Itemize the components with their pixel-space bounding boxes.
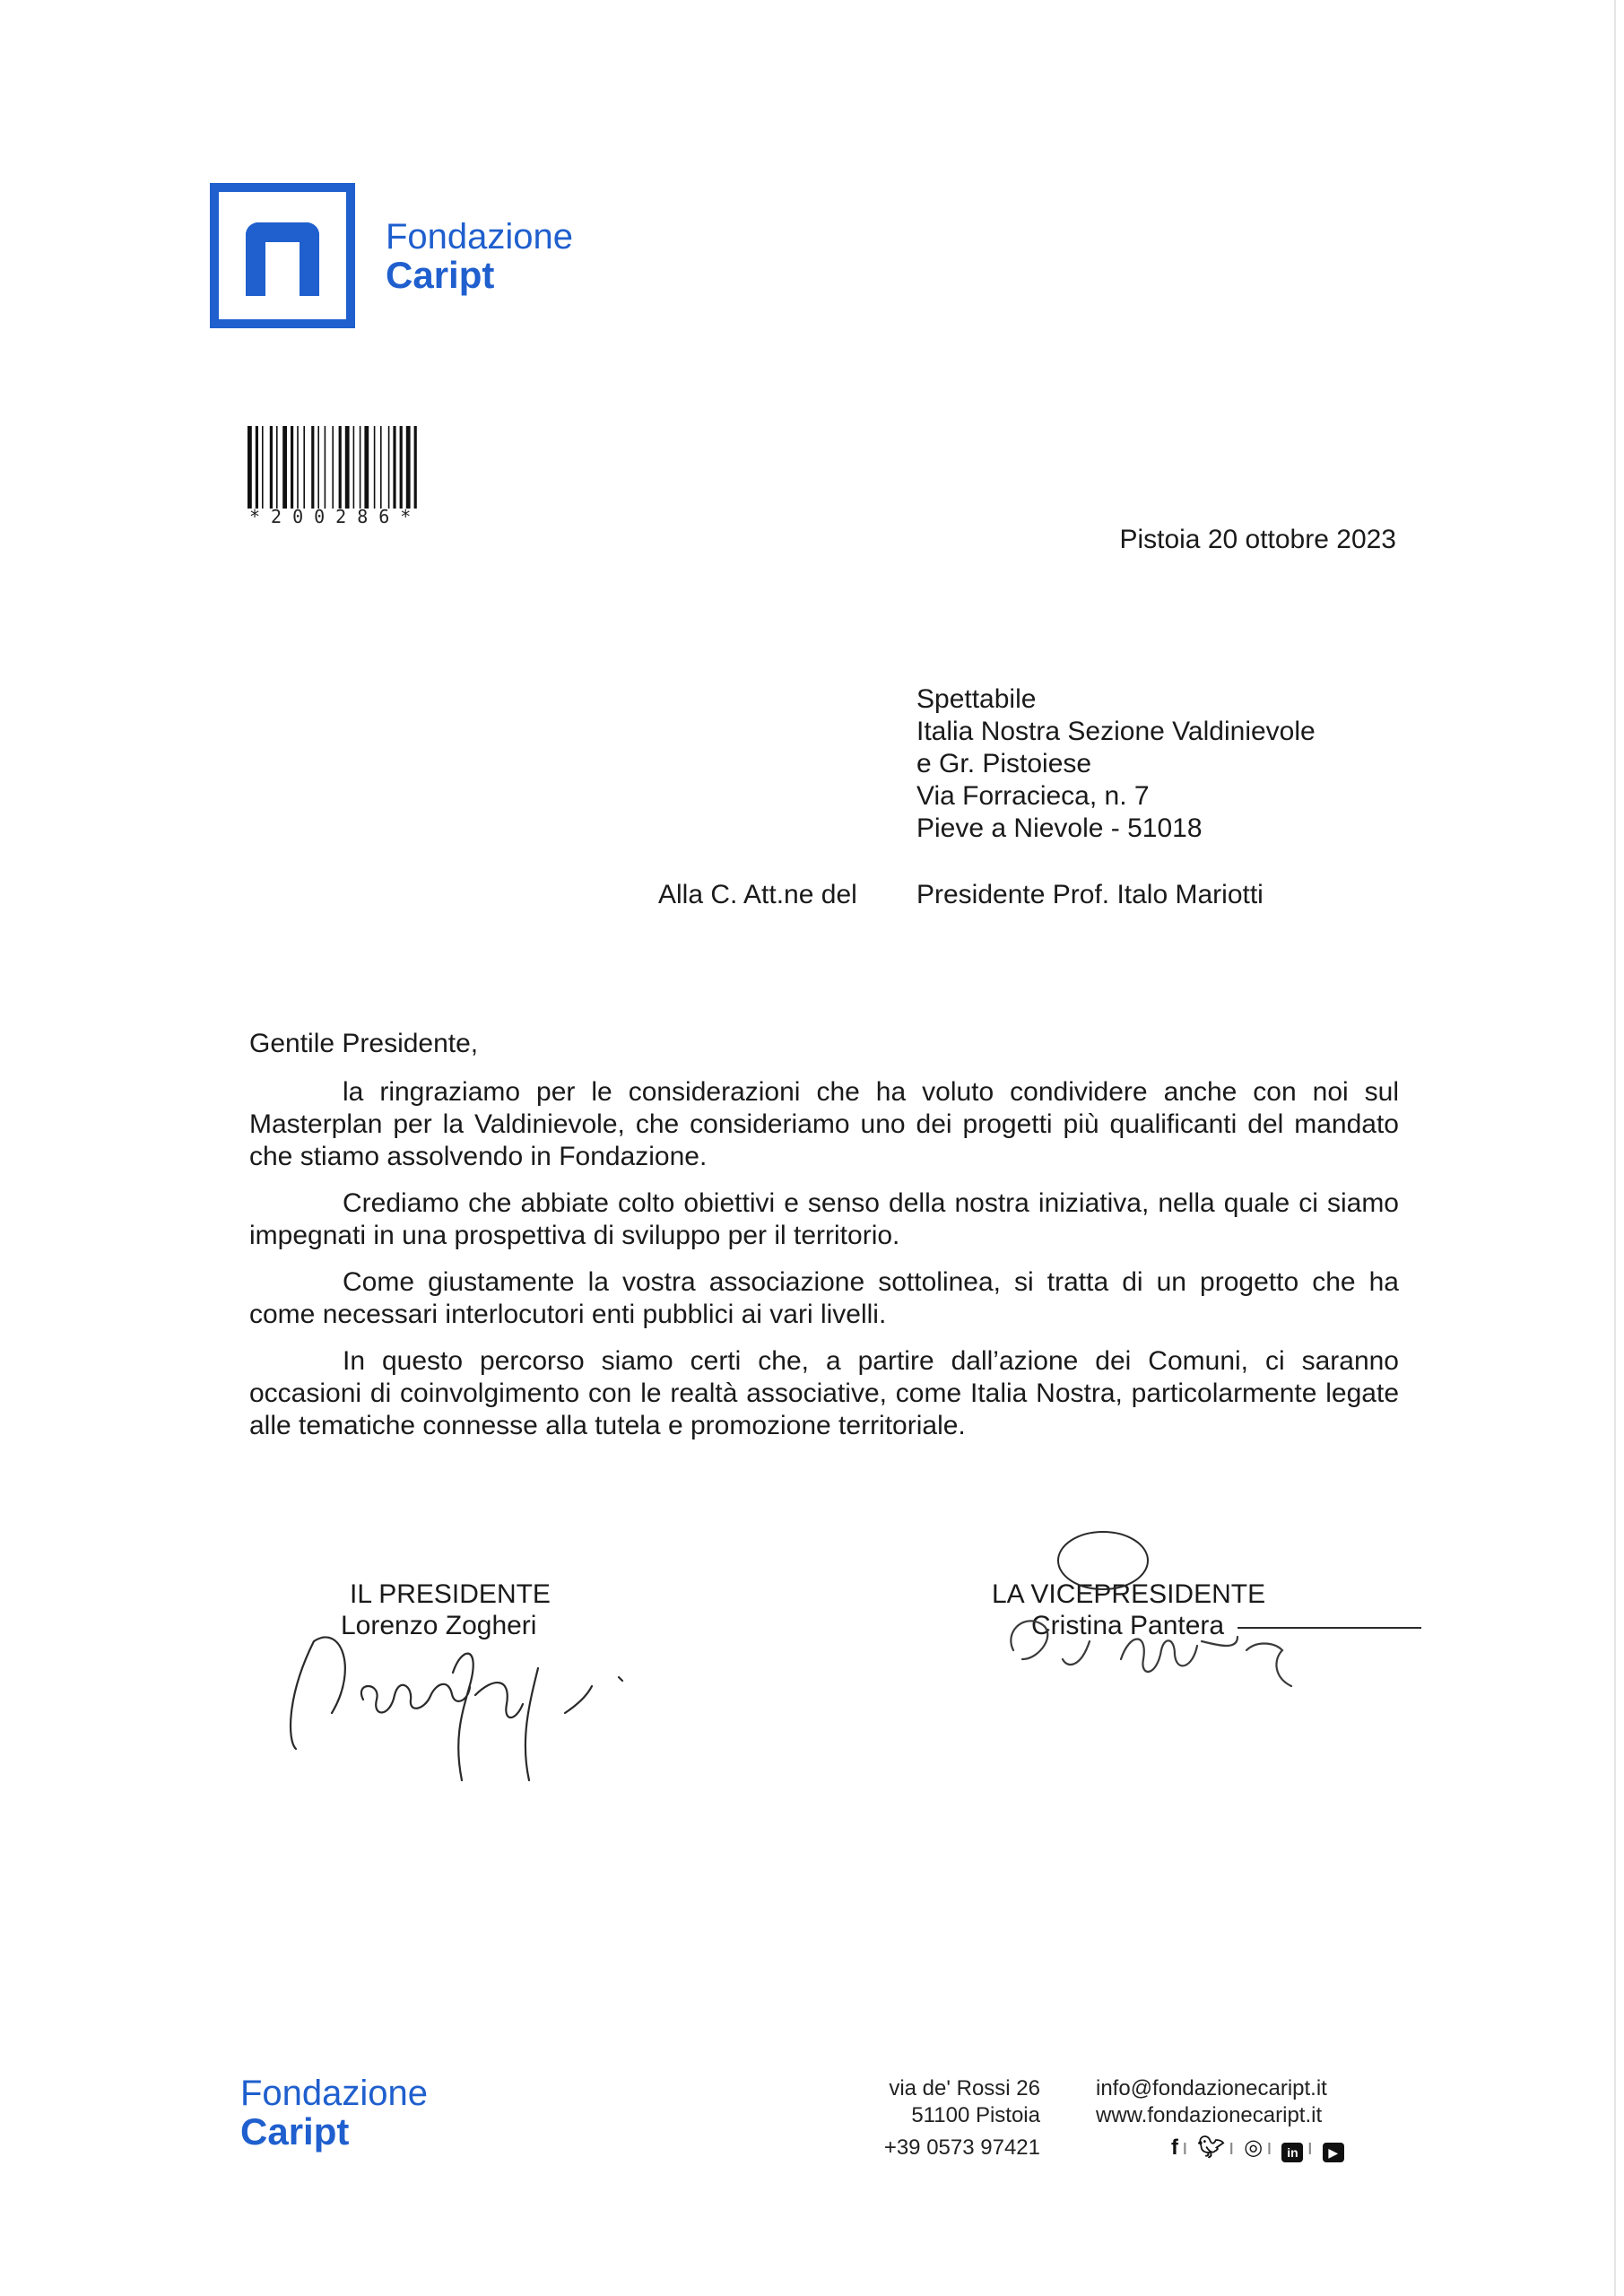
twitter-icon[interactable]: 🐦︎ xyxy=(1197,2135,1225,2160)
footer-contact xyxy=(1096,2075,1327,2129)
recipient-line: Pieve a Nievole - 51018 xyxy=(916,813,1203,843)
footer-brand-line2: Caript xyxy=(240,2110,350,2152)
salutation: Gentile Presidente, xyxy=(249,1029,479,1058)
footer-address xyxy=(834,2075,1040,2161)
brand-line2: Caript xyxy=(386,254,495,296)
footer-address-line: via de' Rossi 26 xyxy=(889,2076,1040,2100)
body-paragraph: Crediamo che abbiate colto obiettivi e senso della nostra iniziativa, nella quale ci siamo impegnati in una prospettiva di sviluppo per il territorio. xyxy=(249,1188,1399,1250)
linkedin-icon[interactable]: in xyxy=(1281,2143,1303,2162)
barcode-number: *200286* xyxy=(249,506,422,527)
signature-left-scribble xyxy=(278,1614,655,1785)
footer-email[interactable]: info@fondazionecaript.it xyxy=(1096,2076,1327,2100)
letter-date: Pistoia 20 ottobre 2023 xyxy=(1119,525,1396,554)
signature-right-name: Cristina Pantera xyxy=(1031,1611,1225,1640)
signature-left-title: IL PRESIDENTE xyxy=(350,1579,551,1609)
barcode xyxy=(248,426,450,509)
letter-body xyxy=(249,1076,1399,1457)
youtube-icon[interactable]: ▶ xyxy=(1323,2143,1344,2162)
signature-right-title: LA VICEPRESIDENTE xyxy=(992,1579,1266,1609)
social-icons: f ı 🐦︎ ı ◎ ı in ı ▶ xyxy=(1171,2135,1348,2162)
footer-brand xyxy=(240,2075,428,2151)
brand-name xyxy=(386,219,573,294)
recipient-address xyxy=(916,683,1316,845)
footer-brand-line1: Fondazione xyxy=(240,2074,429,2113)
logo-mark xyxy=(210,183,355,328)
facebook-icon[interactable]: f xyxy=(1171,2135,1178,2160)
body-paragraph: Come giustamente la vostra associazione sottolinea, si tratta di un progetto che ha come necessari interlocutori enti pubblici ai vari livelli. xyxy=(249,1267,1399,1329)
signature-left-name: Lorenzo Zogheri xyxy=(341,1611,537,1640)
body-paragraph: la ringraziamo per le considerazioni che ha voluto condividere anche con noi sul Masterplan per la Valdinievole, che consideriamo uno dei progetti più qualificanti del mandato che stiamo assolvendo in Fondazione. xyxy=(249,1077,1399,1171)
recipient-line: Via Forracieca, n. 7 xyxy=(916,781,1150,811)
recipient-line: Italia Nostra Sezione Valdinievole xyxy=(916,717,1316,746)
footer-phone: +39 0573 97421 xyxy=(883,2135,1040,2160)
attention-value: Presidente Prof. Italo Mariotti xyxy=(916,880,1264,909)
page-edge-shadow xyxy=(1614,0,1616,2296)
brand-line1: Fondazione xyxy=(386,217,574,257)
attention-label: Alla C. Att.ne del xyxy=(658,880,857,909)
instagram-icon[interactable]: ◎ xyxy=(1244,2135,1264,2160)
signature-right-scribble xyxy=(986,1525,1435,1704)
footer-address-line: 51100 Pistoia xyxy=(911,2103,1040,2127)
recipient-line: e Gr. Pistoiese xyxy=(916,749,1092,778)
body-paragraph: In questo percorso siamo certi che, a partire dall’azione dei Comuni, ci saranno occasioni di coinvolgimento con le realtà associative, come Italia Nostra, particolarmente legate alle tematiche connesse alla tutela e promozione territoriale. xyxy=(249,1346,1399,1440)
footer-website[interactable]: www.fondazionecaript.it xyxy=(1096,2103,1323,2127)
recipient-line: Spettabile xyxy=(916,684,1037,714)
